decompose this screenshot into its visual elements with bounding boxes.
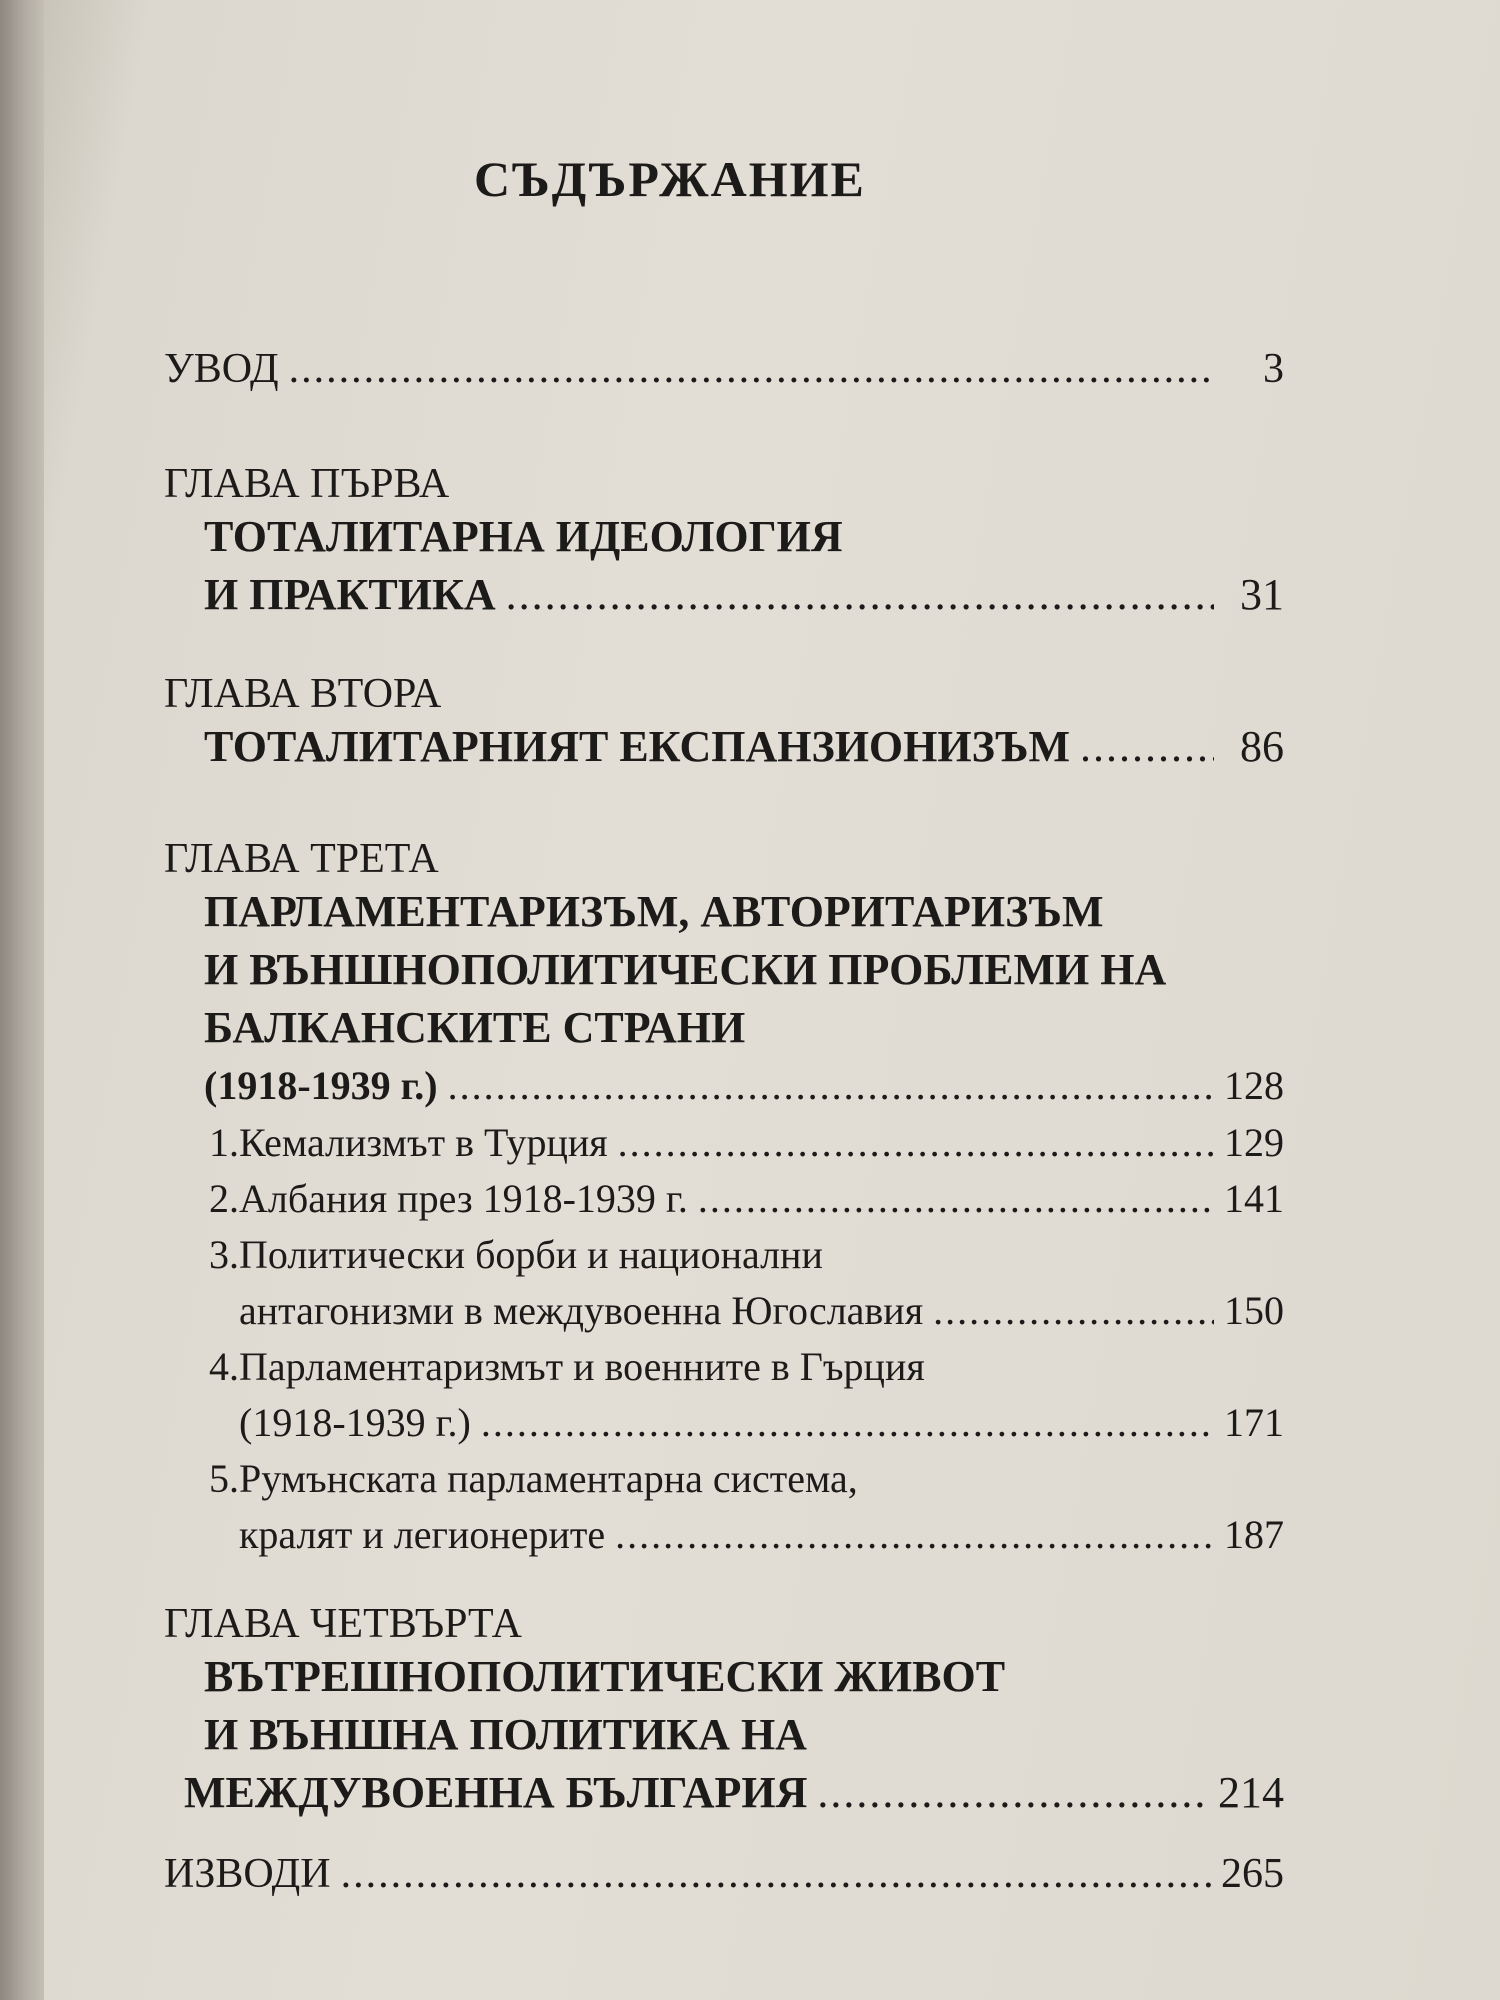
- toc-section-4: [209, 1339, 1284, 1451]
- chapter-label: ГЛАВА ТРЕТА: [164, 836, 439, 882]
- section-title: 2.Албания през 1918-1939 г.: [209, 1176, 688, 1221]
- page-number: 129: [1224, 1120, 1284, 1165]
- section-title: 1.Кемализмът в Турция: [209, 1120, 608, 1165]
- section-title-row: [239, 1283, 1284, 1339]
- leader-dots: [1080, 718, 1214, 776]
- leader-dots: [615, 1507, 1214, 1563]
- chapter-title-line: ТОТАЛИТАРНА ИДЕОЛОГИЯ: [204, 512, 843, 561]
- chapter-title-line: ТОТАЛИТАРНИЯТ ЕКСПАНЗИОНИЗЪМ: [204, 722, 1071, 771]
- leader-dots: [289, 345, 1214, 393]
- chapter-title-line: ВЪТРЕШНОПОЛИТИЧЕСКИ ЖИВОТ: [204, 1652, 1006, 1701]
- section-title-line: антагонизми в междувоенна Югославия: [239, 1288, 924, 1333]
- page-number: 141: [1224, 1176, 1284, 1221]
- chapter-title-row: [204, 1057, 1284, 1115]
- chapter-title-line: БАЛКАНСКИТЕ СТРАНИ: [204, 1003, 746, 1052]
- section-title: 4.Парламентаризмът и военните в Гърция: [209, 1344, 925, 1389]
- chapter-label: ГЛАВА ВТОРА: [164, 671, 442, 717]
- toc-entry-conclusions: [164, 1850, 1284, 1898]
- chapter-title-row: [204, 718, 1284, 776]
- page-number: 187: [1224, 1512, 1284, 1557]
- page-number: 214: [1218, 1768, 1284, 1817]
- chapter-label: ГЛАВА ЧЕТВЪРТА: [164, 1601, 522, 1647]
- leader-dots: [698, 1171, 1214, 1227]
- chapter-title-line: ПАРЛАМЕНТАРИЗЪМ, АВТОРИТАРИЗЪМ: [204, 887, 1104, 936]
- chapter-title-row: [184, 1764, 1284, 1822]
- chapter-title-line: И ПРАКТИКА: [204, 570, 496, 619]
- leader-dots: [933, 1283, 1214, 1339]
- toc-section-2: [209, 1171, 1284, 1227]
- toc-section-3: [209, 1227, 1284, 1339]
- toc-entry-intro: [164, 345, 1284, 393]
- page-number: 3: [1263, 346, 1284, 392]
- chapter-title-line: И ВЪНШНОПОЛИТИЧЕСКИ ПРОБЛЕМИ НА: [204, 945, 1167, 994]
- book-page: [44, 0, 1500, 2000]
- toc-section-1: [209, 1115, 1284, 1171]
- section-title-row: [239, 1395, 1284, 1451]
- page-number: 31: [1240, 570, 1284, 619]
- leader-dots: [341, 1850, 1211, 1898]
- chapter-title-line: МЕЖДУВОЕННА БЪЛГАРИЯ: [184, 1768, 808, 1817]
- toc-entry-chapter-4: [164, 1600, 1284, 1822]
- page-number: 150: [1224, 1288, 1284, 1333]
- chapter-label: ГЛАВА ПЪРВА: [164, 461, 450, 507]
- section-title-row: [239, 1507, 1284, 1563]
- section-title: 3.Политически борби и национални: [209, 1232, 823, 1277]
- entry-label: УВОД: [164, 346, 279, 392]
- page-number: 86: [1240, 722, 1284, 771]
- leader-dots: [618, 1115, 1214, 1171]
- leader-dots: [481, 1395, 1214, 1451]
- toc-entry-chapter-3: [164, 835, 1284, 1563]
- page-number: 128: [1224, 1063, 1284, 1108]
- leader-dots: [506, 566, 1214, 624]
- chapter-title-row: [204, 566, 1284, 624]
- page-number: 265: [1221, 1851, 1284, 1897]
- page-number: 171: [1224, 1400, 1284, 1445]
- chapter-title-line: (1918-1939 г.): [204, 1063, 438, 1108]
- toc-section-5: [209, 1451, 1284, 1563]
- page-title: СЪДЪРЖАНИЕ: [474, 151, 866, 207]
- section-title: 5.Румънската парламентарна система,: [209, 1456, 858, 1501]
- toc-entry-chapter-2: [164, 670, 1284, 776]
- leader-dots: [817, 1764, 1208, 1822]
- book-spine-shadow: [0, 0, 44, 2000]
- entry-label: ИЗВОДИ: [164, 1851, 331, 1897]
- chapter-title-line: И ВЪНШНА ПОЛИТИКА НА: [204, 1710, 807, 1759]
- section-title-line: кралят и легионерите: [239, 1512, 606, 1557]
- toc-entry-chapter-1: [164, 460, 1284, 624]
- leader-dots: [448, 1057, 1214, 1115]
- section-title-line: (1918-1939 г.): [239, 1400, 471, 1445]
